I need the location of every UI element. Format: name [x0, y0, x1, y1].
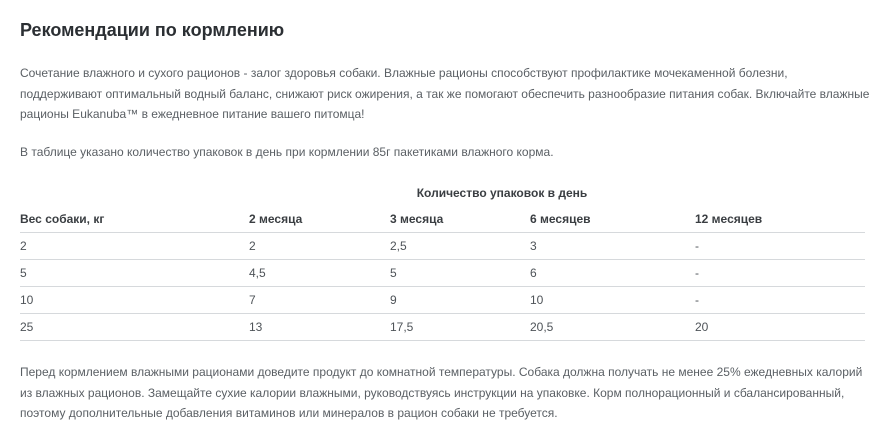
value-cell: 20 [695, 314, 865, 341]
value-cell: 13 [249, 314, 390, 341]
table-row [20, 314, 865, 341]
value-cell: 9 [390, 287, 530, 314]
value-cell: 10 [530, 287, 695, 314]
value-cell: - [695, 260, 865, 287]
table-header-row [20, 180, 865, 206]
value-cell: 2 [249, 233, 390, 260]
weight-cell: 2 [20, 233, 249, 260]
value-cell: 3 [530, 233, 695, 260]
weight-cell: 10 [20, 287, 249, 314]
column-header-3-months: 3 месяца [390, 206, 530, 233]
table-row [20, 260, 865, 287]
value-cell: 17,5 [390, 314, 530, 341]
intro-paragraph: Сочетание влажного и сухого рационов - залог здоровья собаки. Влажные рационы способствуют профилактике мочекаменной болезни, поддерживают оптимальный водный баланс, снижают риск ожирения, а так же помогают обеспечить разнообразие питания собак. Включайте влажные рационы Eukanuba™ в ежедневное питание вашего питомца! [20, 66, 870, 121]
value-cell: - [695, 233, 865, 260]
table-note: В таблице указано количество упаковок в день при кормлении 85г пакетиками влажного корма. [20, 145, 554, 159]
value-cell: 5 [390, 260, 530, 287]
value-cell: 2,5 [390, 233, 530, 260]
value-cell: 7 [249, 287, 390, 314]
value-cell: 6 [530, 260, 695, 287]
footer-paragraph: Перед кормлением влажными рационами доведите продукт до комнатной температуры. Собака должна получать не менее 25% ежедневных калорий из влажных рационов. Замещайте сухие калории влажными, руководствуясь инструкции на упаковке. Корм полнорационный и сбалансированный, поэтому дополнительные добавления витаминов или минералов в рацион собаки не требуется. [20, 365, 863, 420]
weight-cell: 25 [20, 314, 249, 341]
page-title: Рекомендации по кормлению [20, 20, 285, 40]
feeding-table [20, 180, 865, 341]
column-header-6-months: 6 месяцев [530, 206, 695, 233]
value-cell: 4,5 [249, 260, 390, 287]
column-header-2-months: 2 месяца [249, 206, 390, 233]
packs-per-day-header: Количество упаковок в день [416, 186, 588, 200]
table-row [20, 233, 865, 260]
table-row [20, 287, 865, 314]
weight-column-header: Вес собаки, кг [20, 180, 249, 233]
column-header-12-months: 12 месяцев [695, 206, 865, 233]
value-cell: 20,5 [530, 314, 695, 341]
value-cell: - [695, 287, 865, 314]
weight-cell: 5 [20, 260, 249, 287]
